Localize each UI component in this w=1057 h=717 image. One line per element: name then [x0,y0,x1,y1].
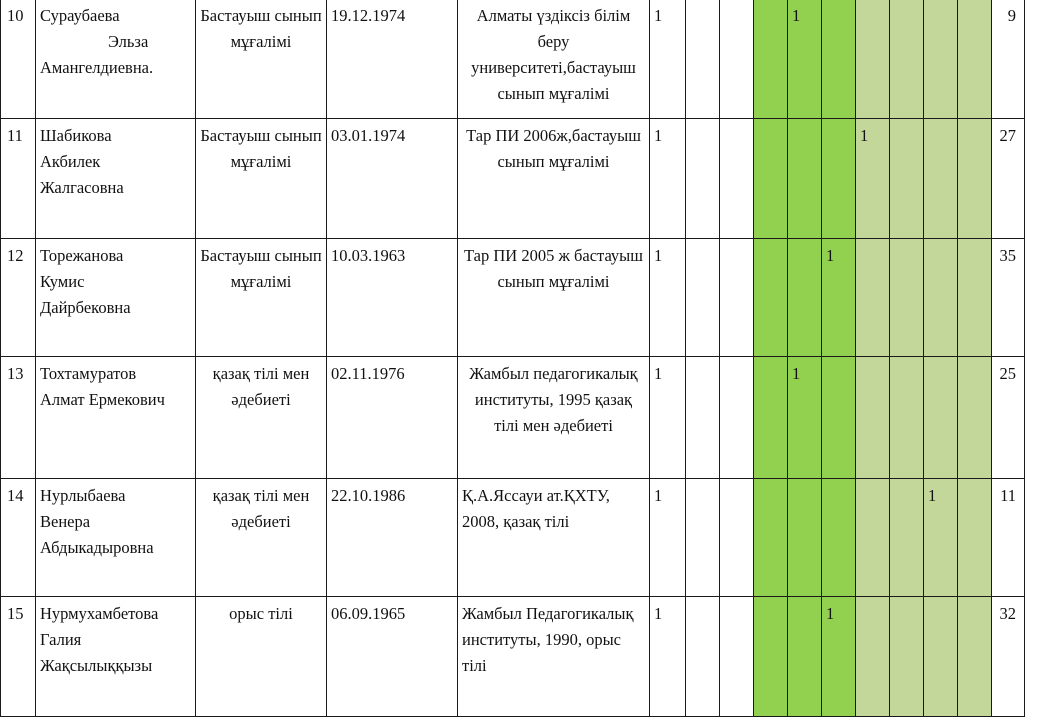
mark-cell [754,479,788,597]
mark-cell [924,239,958,357]
position-cell: қазақ тілі мен әдебиеті [196,479,327,597]
mark-cell [754,357,788,479]
mark-cell [958,479,992,597]
mark-cell [958,597,992,717]
mark-cell [720,479,754,597]
mark-cell [856,597,890,717]
mark-cell [856,479,890,597]
row-number-cell: 14 [1,479,36,597]
table-row [1,479,1057,597]
mark-cell: 1 [788,357,822,479]
last-value-cell: 9 [992,0,1025,119]
last-value-cell: 25 [992,357,1025,479]
mark-cell [924,597,958,717]
mark-cell [958,0,992,119]
name-part: Нурлыбаева [40,486,126,505]
mark-cell [856,357,890,479]
name-part: Кумис [40,272,85,291]
row-number-cell: 10 [1,0,36,119]
position-cell: Бастауыш сынып мұғалімі [196,239,327,357]
table-row [1,0,1057,119]
row-number-cell: 15 [1,597,36,717]
education-cell: Қ.А.Яссауи ат.ҚХТУ, 2008, қазақ тілі [458,479,650,597]
mark-cell [788,597,822,717]
row-number-cell: 11 [1,119,36,239]
name-cell [36,597,196,717]
education-cell: Жамбыл Педагогикалық институты, 1990, орыс тілі [458,597,650,717]
birth-date-cell: 19.12.1974 [327,0,458,119]
mark-cell [890,357,924,479]
name-cell [36,119,196,239]
name-part: Тохтамуратов [40,364,137,383]
count-cell: 1 [650,357,686,479]
table-row [1,597,1057,717]
mark-cell [856,239,890,357]
name-part: Алмат Ермекович [40,390,165,409]
mark-cell [822,119,856,239]
mark-cell [720,597,754,717]
mark-cell [890,239,924,357]
mark-cell [924,119,958,239]
count-cell: 1 [650,119,686,239]
mark-cell: 1 [822,597,856,717]
mark-cell [788,119,822,239]
mark-cell [754,119,788,239]
name-part: Торежанова [40,246,124,265]
birth-date-cell: 03.01.1974 [327,119,458,239]
table-row [1,239,1057,357]
position-cell: Бастауыш сынып мұғалімі [196,119,327,239]
last-value-cell: 27 [992,119,1025,239]
birth-date-cell: 06.09.1965 [327,597,458,717]
mark-cell [822,479,856,597]
position-cell: қазақ тілі мен әдебиеті [196,357,327,479]
name-part: Венера [40,512,91,531]
name-part: Жалгасовна [40,178,124,197]
mark-cell: 1 [822,239,856,357]
count-cell: 1 [650,479,686,597]
last-value-cell: 32 [992,597,1025,717]
mark-cell [822,0,856,119]
education-cell: Алматы үздіксіз білім беру университеті,бастауыш сынып мұғалімі [458,0,650,119]
birth-date-cell: 22.10.1986 [327,479,458,597]
mark-cell [890,479,924,597]
name-cell [36,239,196,357]
mark-cell: 1 [924,479,958,597]
name-cell [36,357,196,479]
name-part: Амангелдиевна. [40,58,154,77]
mark-cell [754,239,788,357]
mark-cell [686,479,720,597]
mark-cell [822,357,856,479]
mark-cell [890,597,924,717]
name-part: Эльза [108,32,149,51]
mark-cell [686,0,720,119]
mark-cell [890,119,924,239]
name-part: Дайрбековна [40,298,131,317]
mark-cell [924,357,958,479]
name-part: Нурмухамбетова [40,604,159,623]
position-cell: Бастауыш сынып мұғалімі [196,0,327,119]
education-cell: Тар ПИ 2005 ж бастауыш сынып мұғалімі [458,239,650,357]
row-number-cell: 13 [1,357,36,479]
table-row [1,357,1057,479]
name-cell [36,479,196,597]
name-cell [36,0,196,119]
mark-cell: 1 [788,0,822,119]
name-part: Акбилек [40,152,101,171]
birth-date-cell: 02.11.1976 [327,357,458,479]
mark-cell [720,239,754,357]
row-number-cell: 12 [1,239,36,357]
mark-cell [686,239,720,357]
mark-cell [924,0,958,119]
mark-cell [686,119,720,239]
mark-cell [958,239,992,357]
mark-cell [720,0,754,119]
mark-cell [720,119,754,239]
birth-date-cell: 10.03.1963 [327,239,458,357]
mark-cell [890,0,924,119]
mark-cell [720,357,754,479]
mark-cell [754,0,788,119]
mark-cell: 1 [856,119,890,239]
mark-cell [958,119,992,239]
name-part: Галия [40,630,82,649]
mark-cell [856,0,890,119]
name-part: Абдыкадыровна [40,538,154,557]
education-cell: Жамбыл педагогикалық институты, 1995 қазақ тілі мен әдебиеті [458,357,650,479]
position-cell: орыс тілі [196,597,327,717]
mark-cell [958,357,992,479]
mark-cell [754,597,788,717]
table-row [1,119,1057,239]
name-part: Сураубаева [40,6,120,25]
name-part: Жақсылыққызы [40,656,153,675]
education-cell: Тар ПИ 2006ж,бастауыш сынып мұғалімі [458,119,650,239]
count-cell: 1 [650,597,686,717]
count-cell: 1 [650,0,686,119]
last-value-cell: 35 [992,239,1025,357]
mark-cell [788,239,822,357]
mark-cell [686,597,720,717]
name-part: Шабикова [40,126,112,145]
mark-cell [686,357,720,479]
count-cell: 1 [650,239,686,357]
mark-cell [788,479,822,597]
last-value-cell: 11 [992,479,1025,597]
